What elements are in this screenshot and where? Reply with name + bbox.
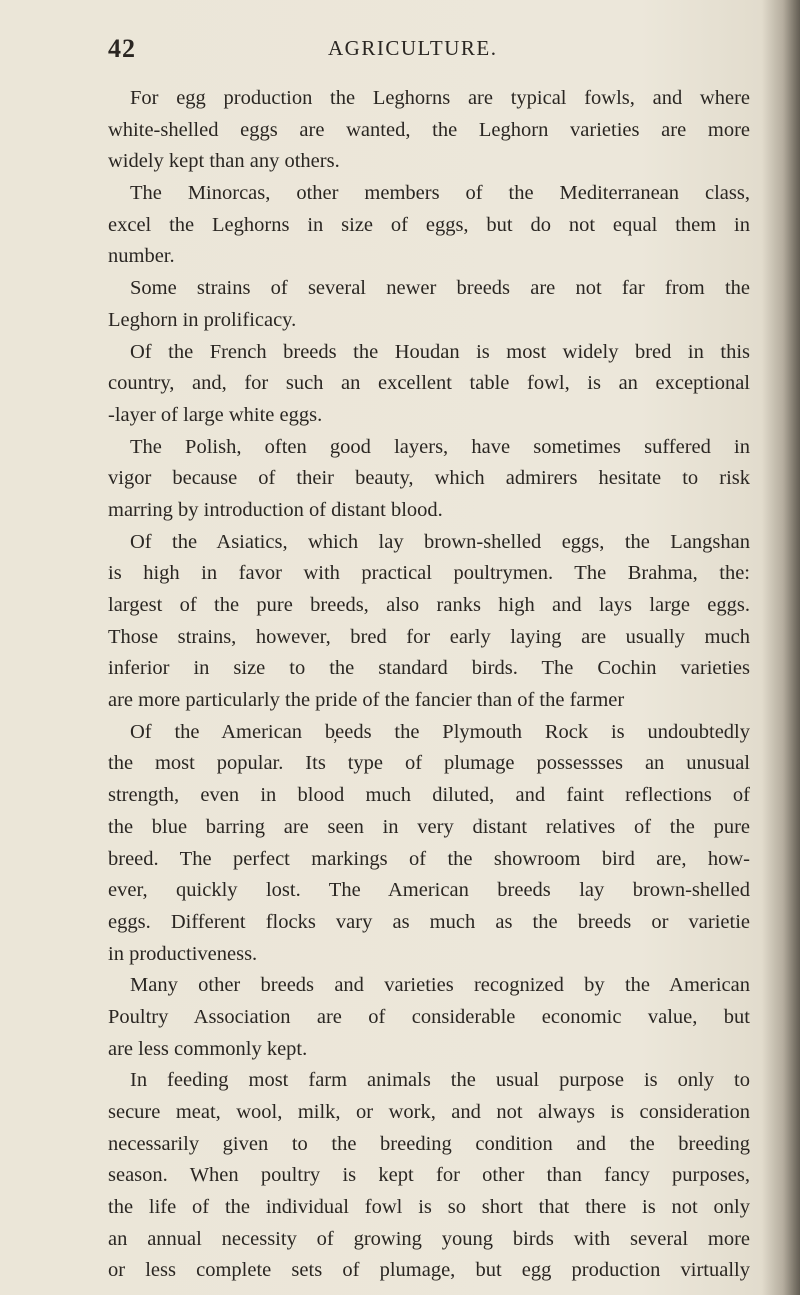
body-text <box>108 83 750 1287</box>
text-line: The Polish, often good layers, have sometimes suffered in <box>130 435 750 458</box>
text-line: necessarily given to the breeding condition and the breeding <box>108 1132 750 1155</box>
text-line: widely kept than any others. <box>108 150 340 173</box>
text-line: Of the American b̦eeds the Plymouth Rock is undoubtedly <box>130 720 750 743</box>
running-head: AGRICULTURE. <box>328 36 498 60</box>
text-line: Leghorn in prolificacy. <box>108 308 297 331</box>
text-line: largest of the pure breeds, also ranks high and lays large eggs. <box>108 594 750 616</box>
text-line: are less commonly kept. <box>108 1037 308 1060</box>
page-header <box>108 34 748 74</box>
text-line: Of the Asiatics, which lay brown-shelled eggs, the Langshan <box>130 530 750 553</box>
text-line: strength, even in blood much diluted, and faint reflections of <box>108 784 750 807</box>
text-line: the blue barring are seen in very distant relatives of the pure <box>108 815 750 838</box>
text-line: The Minorcas, other members of the Mediterranean class, <box>130 182 750 205</box>
text-line: For egg production the Leghorns are typical fowls, and where <box>130 87 750 109</box>
text-line: Those strains, however, bred for early laying are usually much <box>108 625 750 648</box>
text-line: season. When poultry is kept for other than fancy purposes, <box>108 1164 750 1187</box>
text-line: secure meat, wool, milk, or work, and not always is consideration <box>108 1101 750 1123</box>
text-line: marring by introduction of distant blood. <box>108 498 443 521</box>
text-line: ever, quickly lost. The American breeds lay brown-shelled <box>108 879 750 902</box>
text-line: an annual necessity of growing young birds with several more <box>108 1227 750 1250</box>
page-binding-shadow <box>762 0 800 1295</box>
text-line: vigor because of their beauty, which admirers hesitate to risk <box>108 467 750 490</box>
text-line: In feeding most farm animals the usual purpose is only to <box>130 1069 750 1092</box>
text-line: eggs. Different flocks vary as much as the breeds or varietie <box>108 910 750 933</box>
text-line: country, and, for such an excellent table fowl, is an exceptional <box>108 372 750 395</box>
text-line: Of the French breeds the Houdan is most widely bred in this <box>130 340 750 363</box>
text-line: excel the Leghorns in size of eggs, but do not equal them in <box>108 213 750 236</box>
text-line: Some strains of several newer breeds are not far from the <box>130 277 750 300</box>
page-number: 42 <box>108 34 136 63</box>
text-line: breed. The perfect markings of the showroom bird are, how- <box>108 847 750 870</box>
text-line: the most popular. Its type of plumage possessses an unusual <box>108 752 750 775</box>
text-line: the life of the individual fowl is so short that there is not only <box>108 1196 750 1219</box>
text-line: Poultry Association are of considerable economic value, but <box>108 1005 750 1028</box>
text-line: are more particularly the pride of the fancier than of the farmer <box>108 689 625 712</box>
text-line: inferior in size to the standard birds. The Cochin varieties <box>108 657 750 680</box>
text-line: white-shelled eggs are wanted, the Leghorn varieties are more <box>108 118 750 141</box>
text-line: in productiveness. <box>108 942 258 965</box>
text-line: -layer of large white eggs. <box>108 403 323 426</box>
text-line: number. <box>108 245 175 268</box>
text-line: Many other breeds and varieties recognized by the American <box>130 974 750 997</box>
text-line: is high in favor with practical poultrymen. The Brahma, the: <box>108 562 750 585</box>
text-line: or less complete sets of plumage, but egg production virtually <box>108 1259 750 1282</box>
